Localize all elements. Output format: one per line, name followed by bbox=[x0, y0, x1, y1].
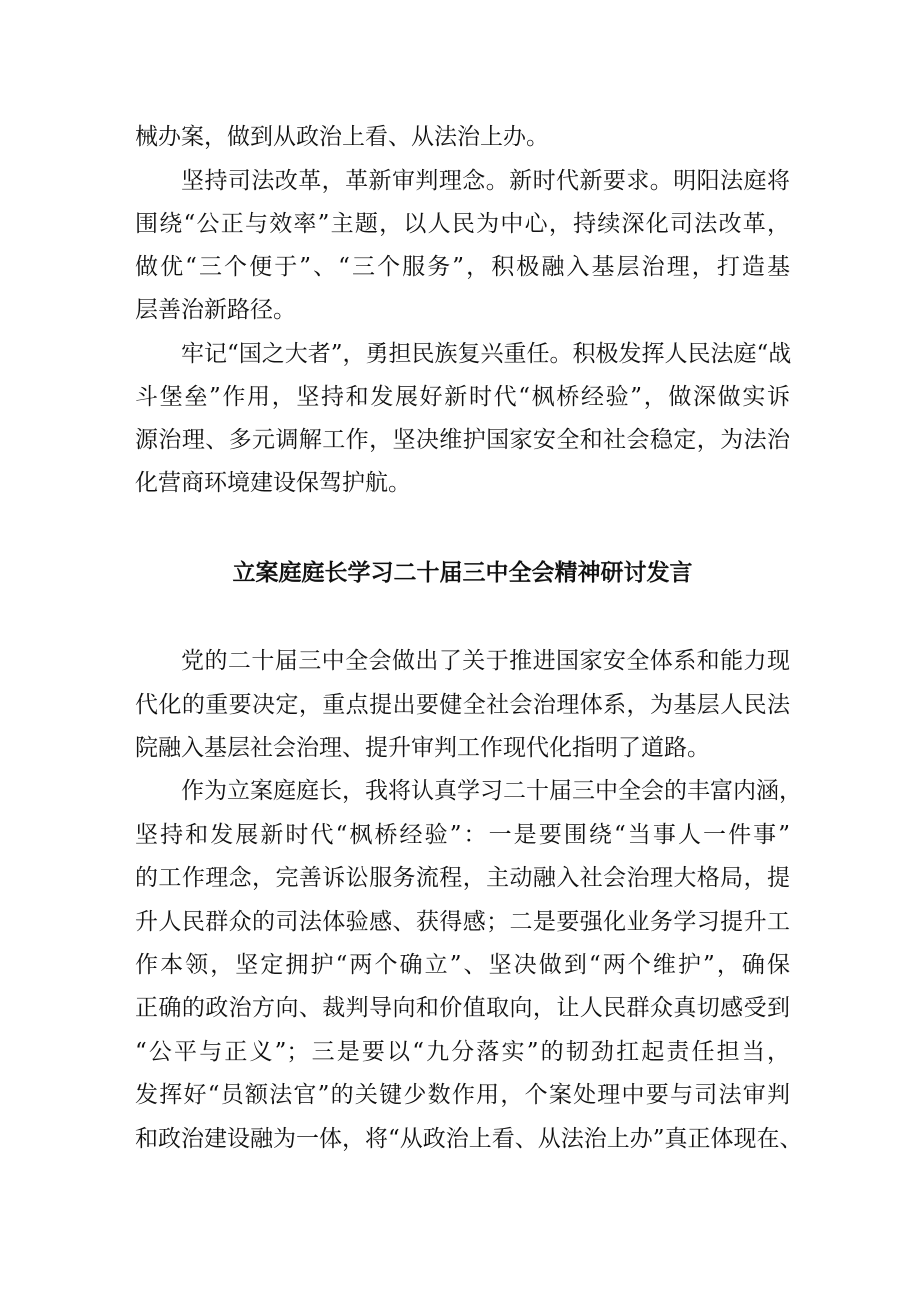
paragraph-5-line-4: 升人民群众的司法体验感、获得感；二是要强化业务学习提升工 bbox=[135, 909, 790, 935]
paragraph-5-line-1: 作为立案庭庭长，我将认真学习二十届三中全会的丰富内涵， bbox=[181, 778, 802, 804]
paragraph-3-line-3: 源治理、多元调解工作，坚决维护国家安全和社会稳定，为法治 bbox=[135, 427, 790, 453]
paragraph-1-line-1: 械办案，做到从政治上看、从法治上办。 bbox=[135, 124, 549, 150]
paragraph-5-line-6: 正确的政治方向、裁判导向和价值取向，让人民群众真切感受到 bbox=[135, 995, 790, 1021]
paragraph-5-line-2: 坚持和发展新时代“枫桥经验”：一是要围绕“当事人一件事” bbox=[135, 822, 790, 848]
paragraph-5-line-5: 作本领，坚定拥护“两个确立”、坚决做到“两个维护”，确保 bbox=[135, 952, 790, 978]
paragraph-5-line-9: 和政治建设融为一体，将“从政治上看、从法治上办”真正体现在、 bbox=[135, 1126, 803, 1152]
paragraph-2-line-2: 围绕“公正与效率”主题，以人民为中心，持续深化司法改革， bbox=[135, 211, 790, 237]
paragraph-2-line-3: 做优“三个便于”、“三个服务”，积极融入基层治理，打造基 bbox=[135, 254, 790, 280]
paragraph-4-line-1: 党的二十届三中全会做出了关于推进国家安全体系和能力现 bbox=[181, 648, 790, 674]
paragraph-3-line-2: 斗堡垒”作用，坚持和发展好新时代“枫桥经验”，做深做实诉 bbox=[135, 384, 790, 410]
section-heading: 立案庭庭长学习二十届三中全会精神研讨发言 bbox=[232, 560, 693, 586]
paragraph-3-line-4: 化营商环境建设保驾护航。 bbox=[135, 470, 411, 496]
paragraph-5-line-3: 的工作理念，完善诉讼服务流程，主动融入社会治理大格局，提 bbox=[135, 865, 790, 891]
paragraph-2-line-4: 层善治新路径。 bbox=[135, 297, 296, 323]
paragraph-4-line-2: 代化的重要决定，重点提出要健全社会治理体系，为基层人民法 bbox=[135, 692, 790, 718]
paragraph-3-line-1: 牢记“国之大者”，勇担民族复兴重任。积极发挥人民法庭“战 bbox=[181, 341, 792, 367]
paragraph-4-line-3: 院融入基层社会治理、提升审判工作现代化指明了道路。 bbox=[135, 735, 710, 761]
paragraph-5-line-8: 发挥好“员额法官”的关键少数作用，个案处理中要与司法审判 bbox=[135, 1082, 790, 1108]
paragraph-5-line-7: “公平与正义”；三是要以“九分落实”的韧劲扛起责任担当， bbox=[135, 1039, 790, 1065]
paragraph-2-line-1: 坚持司法改革，革新审判理念。新时代新要求。明阳法庭将 bbox=[181, 168, 790, 194]
